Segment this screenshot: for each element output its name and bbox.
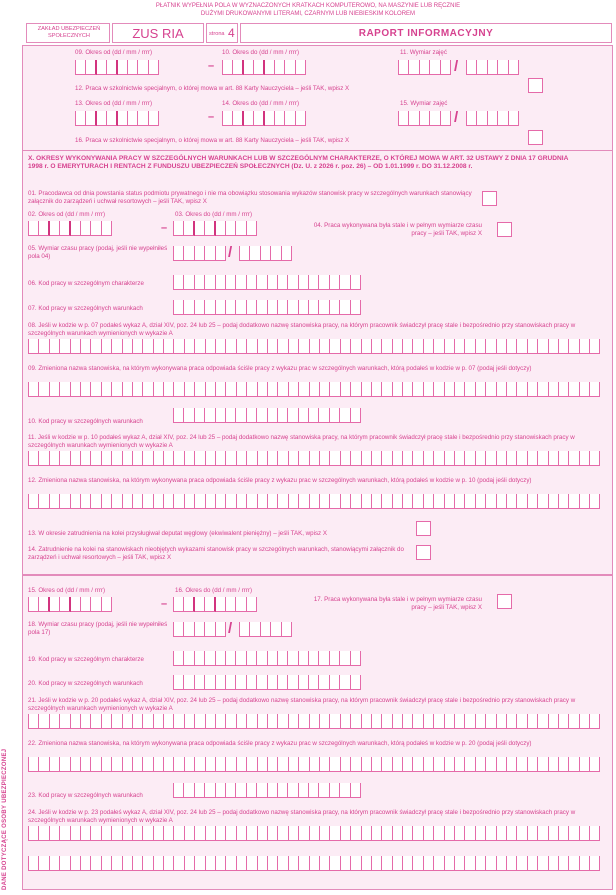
- label-12: 12. Praca w szkolnictwie specjalnym, o której mowa w art. 88 Karty Nauczyciela – jeśli TAK, wpisz X: [75, 85, 350, 92]
- zus-box: [26, 23, 110, 43]
- code-input-x-19[interactable]: [173, 651, 361, 666]
- label-x-11: 11. Jeśli w kodzie w p. 10 podałeś wykaz A, dział XIV, poz. 24 lub 25 – podaj dodatkowo nazwę stanowiska pracy, na którym pracownik świadczył pracę stale i bezpośrednio przy stanowiskach pracy w szczególnych warunkach wymienionych w wykazie A: [28, 434, 575, 449]
- text-input-x-08[interactable]: [28, 339, 600, 354]
- dash-separator: –: [208, 60, 215, 72]
- wymiar-input-x-18a[interactable]: [173, 622, 226, 637]
- wymiar-input-x-18b[interactable]: [239, 622, 292, 637]
- section-x-title: X. OKRESY WYKONYWANIA PRACY W SZCZEGÓLNYCH WARUNKACH LUB W SZCZEGÓLNYM CHARAKTERZE, O KTÓREJ MOWA W ART. 32 USTAWY Z DNIA 17 GRUDNIA 1998 r. O EMERYTURACH I RENTACH Z FUNDUSZU UBEZPIECZEŃ SPOŁECZNYCH (Dz. U. z 2026 r. poz. 26) – OD 1.01.1999 r. DO 31.12.2008 r.: [28, 155, 569, 171]
- checkbox-x-04[interactable]: [497, 222, 512, 237]
- side-label: DANE DOTYCZĄCE OSOBY UBEZPIECZONEJ: [2, 748, 8, 890]
- text-input-x-24[interactable]: [28, 826, 600, 841]
- dash-separator: –: [208, 111, 215, 123]
- date-input-14[interactable]: [222, 111, 306, 126]
- checkbox-x-01[interactable]: [482, 191, 497, 206]
- slash-separator: /: [228, 244, 233, 261]
- text-input-x-24-row2[interactable]: [28, 856, 600, 871]
- text-input-x-21[interactable]: [28, 714, 600, 729]
- label-14-okres-do: 14. Okres do (dd / mm / rrrr): [222, 100, 300, 107]
- date-input-09[interactable]: [75, 60, 159, 75]
- date-input-13[interactable]: [75, 111, 159, 126]
- form-code: ZUS RIA: [132, 26, 184, 41]
- text-input-x-09[interactable]: [28, 382, 600, 397]
- label-x-13: 13. W okresie zatrudnienia na kolei przysługiwał deputat węglowy (ekwiwalent pieniężny) – jeśli TAK, wpisz X: [28, 530, 327, 537]
- wymiar-input-15b[interactable]: [466, 111, 519, 126]
- wymiar-input-11b[interactable]: [466, 60, 519, 75]
- label-x-05: 05. Wymiar czasu pracy (podaj, jeśli nie wypełniłeś pola 04): [28, 245, 168, 260]
- label-x-09: 09. Zmieniona nazwa stanowiska, na którym wykonywana praca odpowiada ściśle pracy z wykazu prac w szczególnych warunkach, którą podałeś w kodzie w p. 07 (podaj jeśli dotyczy): [28, 365, 532, 372]
- label-x-24: 24. Jeśli w kodzie w p. 23 podałeś wykaz A, dział XIV, poz. 24 lub 25 – podaj dodatkowo nazwę stanowiska pracy, na którym pracownik świadczył pracę stale i bezpośrednio przy stanowiskach pracy w szczególnych warunkach wymienionych w wykazie A: [28, 809, 576, 824]
- label-09-okres-od: 09. Okres od (dd / mm / rrrr): [75, 49, 153, 56]
- zaklad-label: ZAKŁAD UBEZPIECZEŃ SPOŁECZNYCH: [37, 26, 101, 39]
- section-divider: [22, 574, 613, 576]
- wymiar-input-15a[interactable]: [398, 111, 451, 126]
- label-x-21: 21. Jeśli w kodzie w p. 20 podałeś wykaz A, dział XIV, poz. 24 lub 25 – podaj dodatkowo nazwę stanowiska pracy, na którym pracownik świadczył pracę stale i bezpośrednio przy stanowiskach pracy w szczególnych warunkach wymienionych w wykazie A: [28, 697, 576, 712]
- page-label: strona: [209, 31, 225, 37]
- label-x-20: 20. Kod pracy w szczególnych warunkach: [28, 680, 143, 687]
- date-input-10[interactable]: [222, 60, 306, 75]
- dash-separator: –: [161, 222, 168, 234]
- date-input-x-16[interactable]: [173, 597, 257, 612]
- label-x-19: 19. Kod pracy w szczególnym charakterze: [28, 656, 144, 663]
- form-title: RAPORT INFORMACYJNY: [358, 28, 494, 39]
- label-11-wymiar: 11. Wymiar zajęć: [400, 49, 447, 56]
- label-x-10: 10. Kod pracy w szczególnych warunkach: [28, 418, 143, 425]
- label-x-17: 17. Praca wykonywana była stale i w pełnym wymiarze czasu pracy – jeśli TAK, wpisz X: [313, 596, 482, 611]
- text-input-x-11[interactable]: [28, 451, 600, 466]
- page-number: 4: [228, 26, 235, 40]
- label-x-12: 12. Zmieniona nazwa stanowiska, na którym wykonywana praca odpowiada ściśle pracy z wykazu prac w szczególnych warunkach, którą podałeś w kodzie w p. 10 (podaj jeśli dotyczy): [28, 477, 532, 484]
- code-input-x-10[interactable]: [173, 408, 361, 423]
- checkbox-x-14[interactable]: [416, 545, 431, 560]
- label-x-08: 08. Jeśli w kodzie w p. 07 podałeś wykaz A, dział XIV, poz. 24 lub 25 – podaj dodatkowo nazwę stanowiska pracy, na którym pracownik świadczył pracę stale i bezpośrednio przy stanowiskach pracy w szczególnych warunkach wymienionych w wykazie A: [28, 322, 576, 337]
- label-16: 16. Praca w szkolnictwie specjalnym, o której mowa w art. 88 Karty Nauczyciela – jeśli TAK, wpisz X: [75, 137, 350, 144]
- date-input-x-15[interactable]: [28, 597, 112, 612]
- label-x-16: 16. Okres do (dd / mm / rrrr): [175, 587, 253, 594]
- checkbox-x-17[interactable]: [497, 594, 512, 609]
- code-input-x-23[interactable]: [173, 783, 361, 798]
- label-x-23: 23. Kod pracy w szczególnych warunkach: [28, 792, 143, 799]
- code-input-x-07[interactable]: [173, 300, 361, 315]
- dash-separator: –: [161, 598, 168, 610]
- text-input-x-12[interactable]: [28, 494, 600, 509]
- label-13-okres-od: 13. Okres od (dd / mm / rrrr): [75, 100, 153, 107]
- form-code-box: [112, 23, 204, 43]
- checkbox-12[interactable]: [528, 78, 543, 93]
- page-box: [206, 23, 238, 43]
- label-x-02: 02. Okres od (dd / mm / rrrr): [28, 211, 106, 218]
- wymiar-input-11a[interactable]: [398, 60, 451, 75]
- checkbox-16[interactable]: [528, 130, 543, 145]
- slash-separator: /: [228, 620, 233, 637]
- slash-separator: /: [454, 109, 459, 126]
- date-input-x-02[interactable]: [28, 221, 112, 236]
- slash-separator: /: [454, 58, 459, 75]
- label-x-22: 22. Zmieniona nazwa stanowiska, na którym wykonywana praca odpowiada ściśle pracy z wykazu prac w szczególnych warunkach, którą podałeś w kodzie w p. 20 (podaj jeśli dotyczy): [28, 740, 532, 747]
- instruction-line-2: DUŻYMI DRUKOWANYMI LITERAMI, CZARNYM LUB NIEBIESKIM KOLOREM: [200, 11, 416, 17]
- label-x-15: 15. Okres od (dd / mm / rrrr): [28, 587, 106, 594]
- label-x-18: 18. Wymiar czasu pracy (podaj, jeśli nie wypełniłeś pola 17): [28, 621, 168, 636]
- code-input-x-06[interactable]: [173, 275, 361, 290]
- wymiar-input-x-05b[interactable]: [239, 246, 292, 261]
- date-input-x-03[interactable]: [173, 221, 257, 236]
- instruction-line-1: PŁATNIK WYPEŁNIA POLA W WYZNACZONYCH KRATKACH KOMPUTEROWO, NA MASZYNIE LUB RĘCZNIE: [155, 3, 461, 9]
- title-box: [240, 23, 612, 43]
- code-input-x-20[interactable]: [173, 675, 361, 690]
- label-x-14: 14. Zatrudnienie na kolei na stanowiskach nieobjętych wykazami stanowisk pracy w szczególnych warunkach, stanowiącymi załącznik do zarządzeń i uchwał resortowych – jeśli TAK, wpisz X: [28, 546, 404, 561]
- label-10-okres-do: 10. Okres do (dd / mm / rrrr): [222, 49, 300, 56]
- checkbox-x-13[interactable]: [416, 521, 431, 536]
- label-x-04: 04. Praca wykonywana była stale i w pełnym wymiarze czasu pracy – jeśli TAK, wpisz X: [313, 222, 482, 237]
- label-x-03: 03. Okres do (dd / mm / rrrr): [175, 211, 253, 218]
- label-x-07: 07. Kod pracy w szczególnych warunkach: [28, 305, 143, 312]
- label-15-wymiar: 15. Wymiar zajęć: [400, 100, 448, 107]
- text-input-x-22[interactable]: [28, 757, 600, 772]
- section-divider: [22, 150, 613, 151]
- label-x-06: 06. Kod pracy w szczególnym charakterze: [28, 280, 144, 287]
- label-x-01: 01. Pracodawca od dnia powstania status podmiotu prywatnego i nie ma obowiązku stosowania wykazów stanowisk pracy w szczególnych warunkach stanowiący załącznik do zarządzeń i uchwał resortowych – jeśli TAK, wpisz X: [28, 190, 472, 205]
- wymiar-input-x-05a[interactable]: [173, 246, 226, 261]
